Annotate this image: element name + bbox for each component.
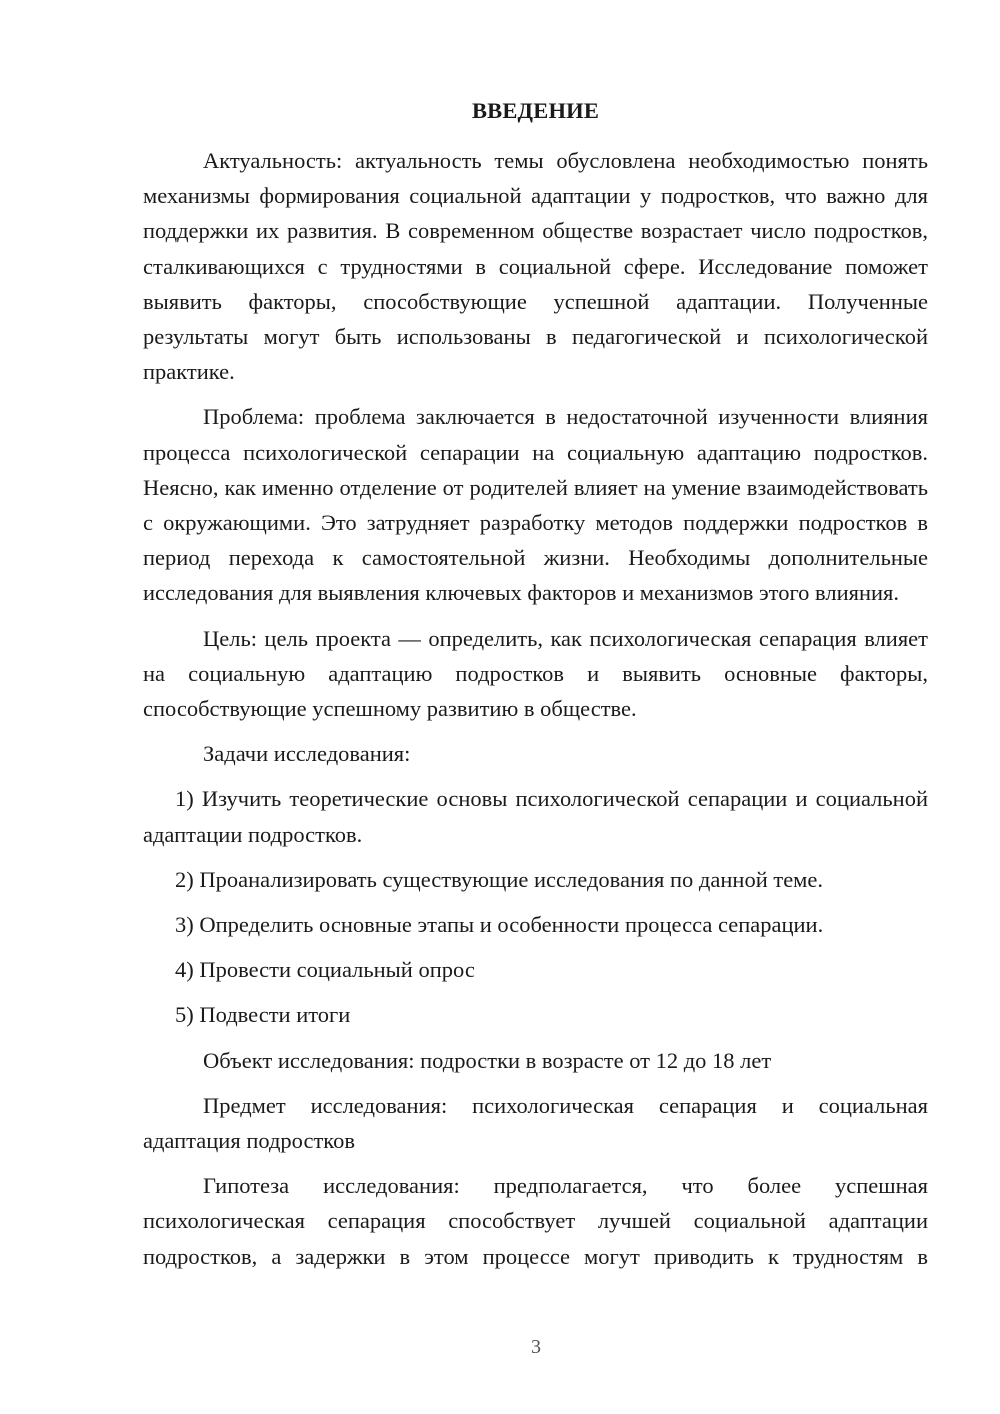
task-item-1 (143, 781, 928, 851)
task-item-4 (143, 952, 928, 987)
task-item-5 (143, 997, 928, 1032)
tasks-list (143, 781, 928, 1032)
paragraph-goal: Цель: цель проекта — определить, как психологическая сепарация влияет на социальную адаптацию подростков и выявить основные факторы, способствующие успешному развитию в обществе. (143, 625, 928, 722)
task-text: Определить основные этапы и особенности процесса сепарации. (199, 912, 824, 938)
task-number: 3) (175, 912, 194, 938)
page-number: 3 (531, 1336, 541, 1358)
paragraph-problem: Проблема: проблема заключается в недостаточной изученности влияния процесса психологической сепарации на социальную адаптацию подростков. Неясно, как именно отделение от родителей влияет на умение взаимодействовать с окружающими. Это затрудняет разработку методов поддержки подростков в период перехода к самостоятельной жизни. Необходимы дополнительные исследования для выявления ключевых факторов и механизмов этого влияния. (143, 404, 928, 606)
task-text: Проанализировать существующие исследования по данной теме. (199, 866, 824, 892)
task-number: 5) (175, 1002, 194, 1028)
paragraph-relevance: Актуальность: актуальность темы обусловлена необходимостью понять механизмы формирования социальной адаптации у подростков, что важно для поддержки их развития. В современном обществе возрастает число подростков, сталкивающихся с трудностями в социальной сфере. Исследование поможет выявить факторы, способствующие успешной адаптации. Полученные результаты могут быть использованы в педагогической и психологической практике. (143, 148, 928, 385)
page-content (143, 97, 928, 1274)
task-item-3 (143, 907, 928, 942)
task-text: Подвести итоги (199, 1002, 351, 1028)
paragraph-hypothesis: Гипотеза исследования: предполагается, что более успешная психологическая сепарация способствует лучшей социальной адаптации подростков, а задержки в этом процессе могут приводить к трудностям в (143, 1173, 928, 1269)
task-number: 4) (175, 957, 194, 983)
task-number: 2) (175, 866, 194, 892)
section-title: ВВЕДЕНИЕ (471, 98, 600, 123)
tasks-heading: Задачи исследования: (203, 741, 411, 767)
task-text: Изучить теоретические основы психологической сепарации и социальной адаптации подростков. (143, 786, 928, 847)
paragraph-object: Объект исследования: подростки в возрасте от 12 до 18 лет (203, 1047, 772, 1073)
task-number: 1) (175, 786, 194, 812)
paragraph-subject: Предмет исследования: психологическая сепарация и социальная адаптация подростков (143, 1092, 928, 1154)
task-item-2 (143, 862, 928, 897)
task-text: Провести социальный опрос (199, 957, 475, 983)
